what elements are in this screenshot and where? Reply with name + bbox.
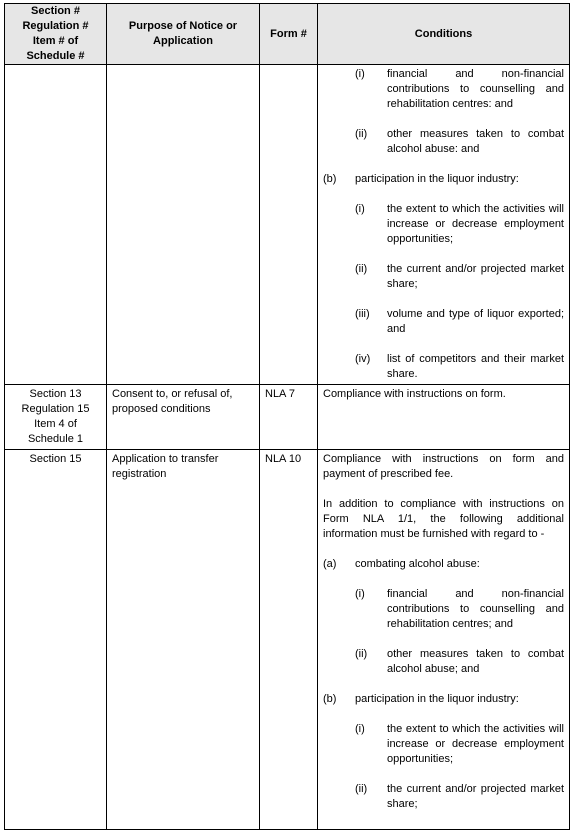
table-row: [5, 65, 570, 385]
item-text: list of competitors and their market share.: [387, 353, 564, 380]
list-item: [323, 692, 564, 707]
item-label: (a): [323, 558, 337, 570]
form-cell: NLA 7: [260, 385, 318, 450]
list-item: [355, 262, 564, 292]
item-text: financial and non-financial contributions to counselling and rehabilitation centres; and: [387, 588, 564, 630]
table-row: [5, 450, 570, 830]
item-text: participation in the liquor industry:: [355, 693, 519, 705]
list-item: [355, 722, 564, 767]
item-text: other measures taken to combat alcohol abuse: and: [387, 128, 564, 155]
header-form: Form #: [260, 4, 318, 65]
item-label: (ii): [355, 128, 368, 140]
conditions-cell: [318, 65, 570, 385]
conditions-cell: [318, 450, 570, 830]
list-item: [323, 557, 564, 572]
list-item: [355, 307, 564, 337]
item-label: (iv): [355, 353, 371, 365]
header-row: [5, 4, 570, 65]
item-text: the current and/or projected market share;: [387, 263, 564, 290]
paragraph: In addition to compliance with instructions on Form NLA 1/1, the following additional information must be furnished with regard to -: [323, 498, 564, 540]
list-item: [355, 127, 564, 157]
item-text: the extent to which the activities will increase or decrease employment opportunities;: [387, 723, 564, 765]
item-label: (b): [323, 173, 337, 185]
form-cell: [260, 65, 318, 385]
item-text: volume and type of liquor exported; and: [387, 308, 564, 335]
section-cell: Section 13 Regulation 15 Item 4 of Schedule 1: [5, 385, 107, 450]
item-text: financial and non-financial contributions to counselling and rehabilitation centres: and: [387, 68, 564, 110]
section-cell: Section 15: [5, 450, 107, 830]
item-label: (i): [355, 588, 365, 600]
item-label: (i): [355, 203, 365, 215]
item-label: (ii): [355, 648, 368, 660]
purpose-cell: Application to transfer registration: [107, 450, 260, 830]
list-item: [355, 352, 564, 382]
conditions-cell: Compliance with instructions on form.: [318, 385, 570, 450]
item-label: (iii): [355, 308, 370, 320]
item-text: other measures taken to combat alcohol abuse; and: [387, 648, 564, 675]
list-item: [355, 202, 564, 247]
item-text: the current and/or projected market share;: [387, 783, 564, 810]
form-cell: NLA 10: [260, 450, 318, 830]
item-label: (i): [355, 68, 365, 80]
list-item: [355, 67, 564, 112]
item-label: (b): [323, 693, 337, 705]
header-conditions: Conditions: [318, 4, 570, 65]
schedule-table: [4, 3, 570, 830]
item-text: the extent to which the activities will increase or decrease employment opportunities;: [387, 203, 564, 245]
item-text: combating alcohol abuse:: [355, 558, 480, 570]
item-label: (ii): [355, 263, 368, 275]
purpose-cell: Consent to, or refusal of, proposed conditions: [107, 385, 260, 450]
list-item: [355, 587, 564, 632]
list-item: [355, 647, 564, 677]
paragraph: Compliance with instructions on form and payment of prescribed fee.: [323, 453, 564, 480]
list-item: [323, 172, 564, 187]
item-text: participation in the liquor industry:: [355, 173, 519, 185]
section-cell: [5, 65, 107, 385]
table-row: [5, 385, 570, 450]
item-label: (i): [355, 723, 365, 735]
header-section: Section # Regulation # Item # of Schedule #: [5, 4, 107, 65]
item-label: (ii): [355, 783, 368, 795]
header-purpose: Purpose of Notice or Application: [107, 4, 260, 65]
purpose-cell: [107, 65, 260, 385]
list-item: [355, 782, 564, 812]
